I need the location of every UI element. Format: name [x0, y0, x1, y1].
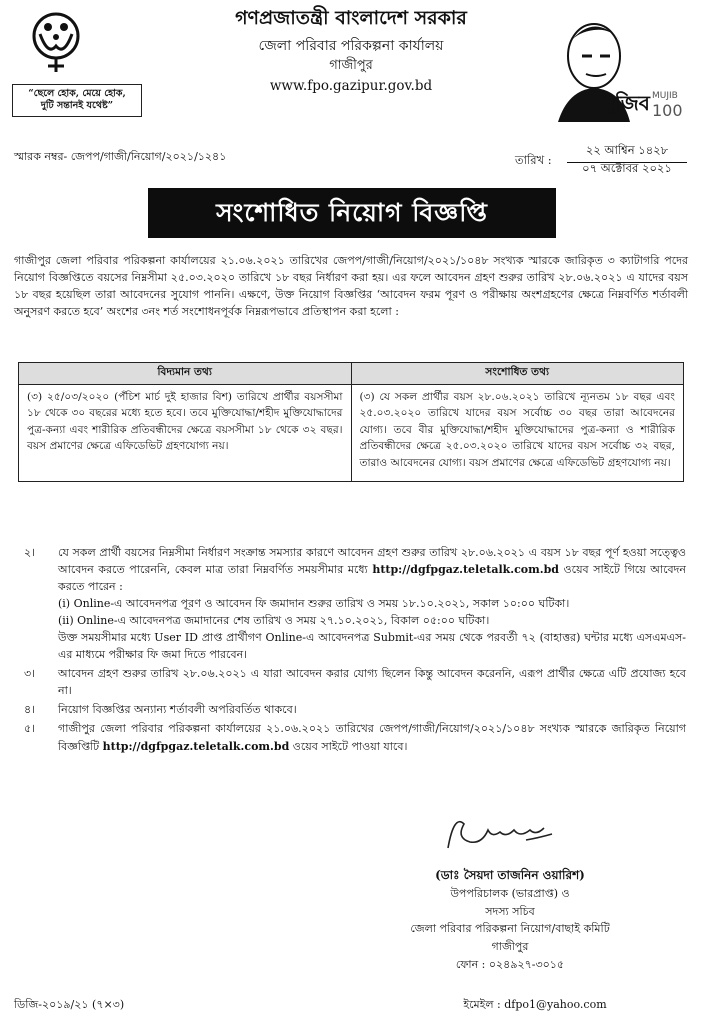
sub-item-fee-note: উক্ত সময়সীমার মধ্যে User ID প্রাপ্ত প্রার্থীগণ Online-এ আবেদনপত্র Submit-এর সময় থেকে পরবর্তী ৭২ (বাহাত্তর) ঘন্টার মধ্যে এসএমএস-এর মাধ্যমে পরীক্ষার ফি জমা দিতে পারবেন।	[58, 631, 686, 662]
notice-banner: সংশোধিত নিয়োগ বিজ্ঞপ্তি	[148, 188, 556, 238]
item-number: ৪।	[24, 703, 36, 717]
table-header-row	[19, 363, 684, 385]
list-item	[18, 665, 686, 699]
date-bangla: ২২ আশ্বিন ১৪২৮	[567, 142, 687, 163]
svg-text:মুজিব: মুজিব	[604, 91, 650, 115]
item-text: যে সকল প্রার্থী বয়সের নিম্নসীমা নির্ধারণ সংক্রান্ত সমস্যার কারণে আবেদন গ্রহণ শুরুর তারিখ ২৮.০৬.২০২১ এ বয়স ১৮ বছর পূর্ণ হওয়া সত্ত্বেও আবেদন করতে পারেননি, কেবল মাত্র তারা নিম্নবর্ণিত সময়সীমার মধ্যে	[58, 546, 686, 577]
signatory-block	[380, 866, 640, 973]
item-text-tail: ওয়েব সাইটে গিয়ে আবেদন করতে পারেন :	[58, 563, 686, 594]
family-planning-logo	[26, 10, 86, 74]
revised-info-cell: (৩) যে সকল প্রার্থীর বয়স ২৮.০৬.২০২১ তারিখে ন্যূনতম ১৮ বছর এবং ২৫.০৩.২০২০ তারিখে যাদের বয়স সর্বোচ্চ ৩০ বছর তারা আবেদনের যোগ্য। তবে বীর মুক্তিযোদ্ধা/শহীদ মুক্তিযোদ্ধাদের পুত্র-কন্যা ও শারীরিক প্রতিবন্ধীদের ক্ষেত্রে ২৫.০৩.২০২০ তারিখে যাদের বয়স সর্বোচ্চ ৩২ বছর, তারাও আবেদনের যোগ্য। বয়স প্রমাণের ক্ষেত্রে এফিডেভিট গ্রহণযোগ্য নয়।	[351, 385, 684, 482]
signatory-district: গাজীপুর	[491, 939, 529, 953]
sub-item-deadline: (ii) Online-এ আবেদনপত্র জমাদানের শেষ তারিখ ও সময় ২৭.১০.২০২১, বিকাল ০৫:০০ ঘটিকা।	[58, 614, 490, 628]
item-number: ৫।	[24, 722, 36, 736]
mujib-centenary-logo	[548, 12, 688, 124]
government-title: গণপ্রজাতন্ত্রী বাংলাদেশ সরকার	[235, 7, 467, 29]
signatory-committee: জেলা পরিবার পরিকল্পনা নিয়োগ/বাছাই কমিটি	[410, 922, 610, 936]
item-text-tail: ওয়েব সাইটে পাওয়া যাবে।	[289, 739, 408, 753]
slogan-box	[12, 84, 142, 117]
slogan-line-2: দুটি সন্তানই যথেষ্ট”	[40, 100, 114, 112]
date-english: ০৭ অক্টোবর ২০২১	[582, 161, 672, 175]
signatory-phone: ফোন : ০২৪৯২৭-৩০১৫	[455, 957, 565, 971]
sub-item-start: (i) Online-এ আবেদনপত্র পূরণ ও আবেদন ফি জমাদান শুরুর তারিখ ও সময় ১৮.১০.২০২১, সকাল ১০:০০ ঘটিকা।	[58, 597, 570, 611]
list-item	[18, 544, 686, 663]
district-name: গাজীপুর	[329, 58, 373, 73]
item-text: নিয়োগ বিজ্ঞপ্তির অন্যান্য শর্তাবলী অপরিবর্তিত থাকবে।	[58, 703, 297, 717]
signatory-name: (ডাঃ সৈয়দা তাজনিন ওয়ারিশ)	[435, 868, 585, 882]
numbered-items	[18, 544, 686, 757]
signatory-email[interactable]: ইমেইল : dfpo1@yahoo.com	[463, 998, 607, 1011]
item-text: গাজীপুর জেলা পরিবার পরিকল্পনা কার্যালয়ের ২১.০৬.২০২১ তারিখের জেপপ/গাজী/নিয়োগ/২০২১/১০৪৮ সংখ্যক স্মারকে জারিকৃত নিয়োগ বিজ্ঞপ্তিটি	[58, 722, 686, 753]
table-row	[19, 385, 684, 482]
application-website-link[interactable]: http://dgfpgaz.teletalk.com.bd	[372, 563, 559, 577]
list-item	[18, 701, 686, 718]
intro-paragraph: গাজীপুর জেলা পরিবার পরিকল্পনা কার্যালয়ের ২১.০৬.২০২১ তারিখের জেপপ/গাজী/নিয়োগ/২০২১/১০৪৮ সংখ্যক স্মারকে জারিকৃত ৩ ক্যাটাগরি পদের নিয়োগ বিজ্ঞপ্তিতে বয়সের নিম্নসীমা ২৫.০৩.২০২০ তারিখে ১৮ বছর নির্ধারণ করা হয়। এর ফলে আবেদন গ্রহণ শুরুর তারিখ ২৮.০৬.২০২১ এ যাদের বয়স ১৮ বছর হয়েছিল তারা আবেদনের সুযোগ পাননি। এক্ষণে, উক্ত নিয়োগ বিজ্ঞপ্তির ‘আবেদন ফরম পূরণ ও পরীক্ষায় অংশগ্রহণের ক্ষেত্রে নিম্নবর্ণিত শর্তাবলী অনুসরণ করতে হবে’ অংশের ৩নং শর্ত সংশোধনপূর্বক নিম্নরূপভাবে প্রতিস্থাপন করা হলো :	[14, 254, 688, 319]
memo-number: স্মারক নম্বর- জেপপ/গাজী/নিয়োগ/২০২১/১২৪১	[14, 150, 227, 163]
date-label: তারিখ :	[515, 153, 552, 167]
item-number: ৩।	[24, 667, 36, 681]
office-name: জেলা পরিবার পরিকল্পনা কার্যালয়	[258, 38, 444, 54]
column-header-revised: সংশোধিত তথ্য	[351, 363, 684, 385]
existing-info-cell: (৩) ২৫/০৩/২০২০ (পঁচিশ মার্চ দুই হাজার বিশ) তারিখে প্রার্থীর বয়সসীমা ১৮ থেকে ৩০ বছরের মধ্যে হতে হবে। তবে মুক্তিযোদ্ধা/শহীদ মুক্তিযোদ্ধাদের পুত্র-কন্যা এবং শারীরিক প্রতিবন্ধীদের ক্ষেত্রে বয়সসীমা ১৮ থেকে ৩২ বছর। বয়স প্রমাণের ক্ষেত্রে এফিডেভিট গ্রহণযোগ্য নয়।	[19, 385, 352, 482]
column-header-existing: বিদ্যমান তথ্য	[19, 363, 352, 385]
office-website: www.fpo.gazipur.gov.bd	[269, 78, 433, 94]
signatory-role: সদস্য সচিব	[485, 904, 535, 918]
signatory-designation: উপপরিচালক (ভারপ্রাপ্ত) ও	[450, 887, 570, 901]
svg-text:MUJIB: MUJIB	[652, 91, 678, 101]
handwritten-signature	[440, 808, 560, 858]
item-number: ২।	[24, 546, 36, 559]
slogan-line-1: “ছেলে হোক, মেয়ে হোক,	[28, 88, 126, 99]
comparison-table	[18, 362, 684, 482]
list-item	[18, 720, 686, 754]
svg-text:100: 100	[652, 101, 683, 120]
date-block	[515, 142, 695, 178]
item-text: আবেদন গ্রহণ শুরুর তারিখ ২৮.০৬.২০২১ এ যারা আবেদন করার যোগ্য ছিলেন কিন্তু আবেদন করেননি, এরূপ প্রার্থীর ক্ষেত্রে এটি প্রযোজ্য হবে না।	[58, 667, 686, 698]
footer-code: ডিজি-২০১৯/২১ (৭×৩)	[14, 998, 125, 1011]
notice-website-link[interactable]: http://dgfpgaz.teletalk.com.bd	[102, 739, 290, 753]
